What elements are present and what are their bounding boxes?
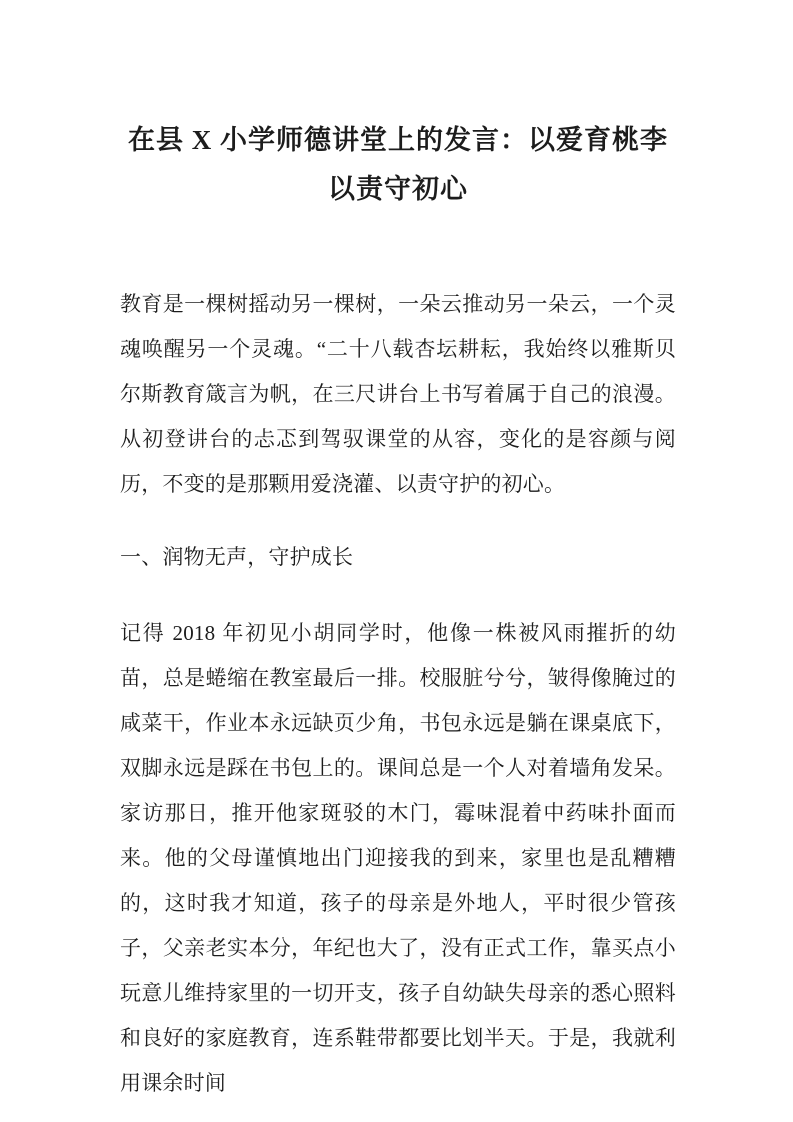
section-paragraph: 记得 2018 年初见小胡同学时，他像一株被风雨摧折的幼苗，总是蜷缩在教室最后一排。校服脏兮兮，皱得像腌过的咸菜干，作业本永远缺页少角，书包永远是躺在课桌底下，双脚永远是踩在书包上的。课间总是一个人对着墙角发呆。家访那日，推开他家斑驳的木门，霉味混着中药味扑面而来。他的父母谨慎地出门迎接我的到来，家里也是乱糟糟的，这时我才知道，孩子的母亲是外地人，平时很少管孩子，父亲老实本分，年纪也大了，没有正式工作，靠买点小玩意儿维持家里的一切开支，孩子自幼缺失母亲的悉心照料和良好的家庭教育，连系鞋带都要比划半天。于是，我就利用课余时间 xyxy=(120,621,676,1095)
document-title xyxy=(120,116,676,214)
section-heading: 一、润物无声，守护成长 xyxy=(120,545,354,569)
document-title-line-2: 以责守初心 xyxy=(328,174,468,204)
document-title-line-1: 在县 X 小学师德讲堂上的发言：以爱育桃李 xyxy=(128,125,668,155)
intro-paragraph: 教育是一棵树摇动另一棵树，一朵云推动另一朵云，一个灵魂唤醒另一个灵魂。“二十八载杏坛耕耘，我始终以雅斯贝尔斯教育箴言为帆，在三尺讲台上书写着属于自己的浪漫。从初登讲台的忐忑到驾驭课堂的从容，变化的是容颜与阅历，不变的是那颗用爱浇灌、以责守护的初心。 xyxy=(120,292,676,496)
